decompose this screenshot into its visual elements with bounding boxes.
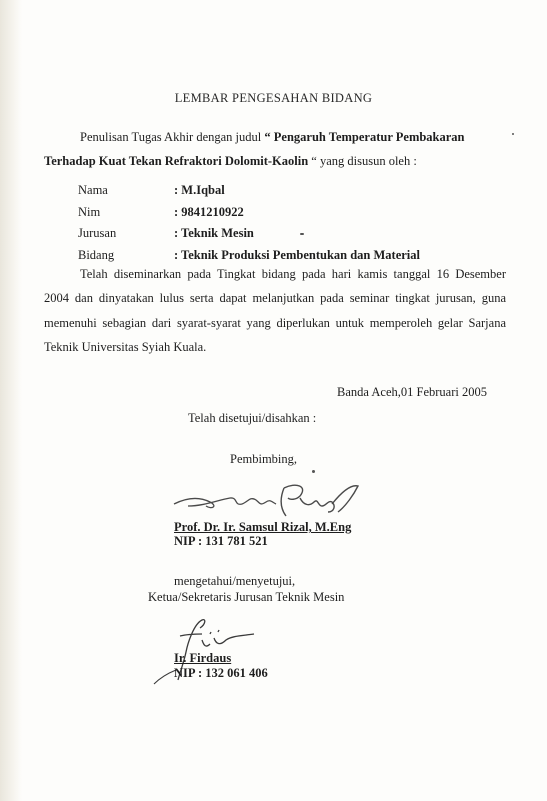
info-label: Nim xyxy=(78,204,101,219)
info-value: : M.Iqbal xyxy=(174,183,225,197)
info-label: Nama xyxy=(78,183,108,197)
info-value: : 9841210922 xyxy=(174,204,244,219)
approval-statement: Telah disetujui/disahkan : xyxy=(188,411,317,425)
intro-line-2 xyxy=(44,149,506,173)
info-label: Jurusan xyxy=(78,226,117,240)
seminar-statement-paragraph xyxy=(44,262,506,359)
intro-prefix: Penulisan Tugas Akhir dengan judul xyxy=(80,130,265,144)
scan-edge-shadow xyxy=(0,0,22,801)
department-role: Ketua/Sekretaris Jurusan Teknik Mesin xyxy=(148,590,345,604)
acknowledgement-text: mengetahui/menyetujui, xyxy=(174,574,296,588)
paragraph-line: Teknik Universitas Syiah Kuala. xyxy=(44,339,207,354)
department-head-name: Ir. Firdaus xyxy=(174,651,232,665)
place-date: Banda Aceh,01 Februari 2005 xyxy=(337,385,487,399)
paragraph-line: memenuhi sebagian dari syarat-syarat yang diperlukan untuk memperoleh gelar Sarjana xyxy=(44,315,506,330)
intro-suffix: “ yang disusun oleh : xyxy=(308,154,417,168)
supervisor-heading: Pembimbing, xyxy=(230,452,298,466)
supervisor-name: Prof. Dr. Ir. Samsul Rizal, M.Eng xyxy=(174,520,352,534)
thesis-title-part-1: “ Pengaruh Temperatur Pembakaran xyxy=(264,130,465,144)
scan-speck xyxy=(300,233,304,235)
thesis-title-part-2: Terhadap Kuat Tekan Refraktori Dolomit-Kaolin xyxy=(44,154,309,168)
supervisor-nip: NIP : 131 781 521 xyxy=(174,534,268,548)
info-label: Bidang xyxy=(78,247,115,262)
info-value: : Teknik Produksi Pembentukan dan Material xyxy=(174,247,421,262)
intro-paragraph xyxy=(44,125,506,173)
scan-speck xyxy=(312,470,315,473)
supervisor-signature xyxy=(168,476,368,524)
paragraph-line: Telah diseminarkan pada Tingkat bidang pada hari kamis tanggal 16 Desember xyxy=(80,267,506,281)
document-title: LEMBAR PENGESAHAN BIDANG xyxy=(174,91,373,105)
paragraph-line: 2004 dan dinyatakan lulus serta dapat melanjutkan pada seminar tingkat jurusan, guna xyxy=(44,291,506,306)
department-head-nip: NIP : 132 061 406 xyxy=(174,666,268,680)
info-value: : Teknik Mesin xyxy=(174,226,254,240)
intro-line-1 xyxy=(44,125,506,149)
scan-speck xyxy=(512,133,514,135)
